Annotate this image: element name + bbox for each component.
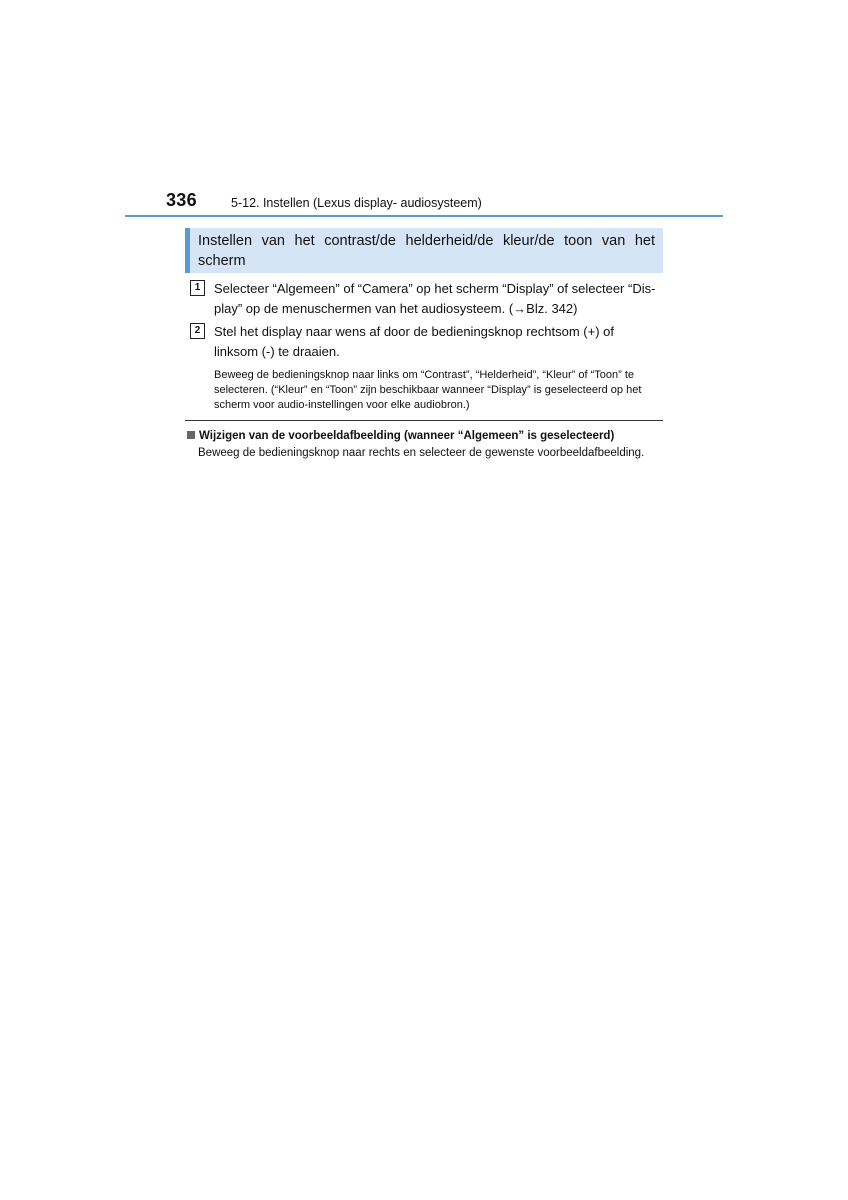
section-reference: 5-12. Instellen (Lexus display- audiosysteem)	[231, 196, 482, 210]
step-number-1: 1	[190, 280, 205, 296]
step-1	[190, 279, 660, 319]
subsection-text: Beweeg de bedieningsknop naar rechts en selecteer de gewenste voorbeeldafbeelding.	[198, 447, 645, 459]
step-number-2: 2	[190, 323, 205, 339]
step-note: Beweeg de bedieningsknop naar links om “Contrast”, “Helderheid”, “Kleur” of “Toon” te selecteren. (“Kleur” en “Toon” zijn beschikbaar wanneer “Display” is geselecteerd op het scherm voor audio-instellingen voor elke audiobron.)	[214, 369, 642, 411]
step-text-1: Selecteer “Algemeen” of “Camera” op het scherm “Display” of selecteer “Dis-play” op de menuschermen van het audiosysteem. (→Blz. 342)	[214, 281, 656, 316]
step-2	[190, 322, 660, 362]
subsection-heading	[187, 430, 614, 442]
step-text-2: Stel het display naar wens af door de bedieningsknop rechtsom (+) of linksom (-) te draaien.	[214, 324, 614, 359]
page-number: 336	[166, 190, 197, 210]
header-rule	[125, 215, 723, 217]
subsection-heading-text: Wijzigen van de voorbeeldafbeelding (wanneer “Algemeen” is geselecteerd)	[199, 430, 615, 442]
section-heading-box	[185, 228, 663, 273]
divider	[185, 420, 663, 421]
square-bullet-icon	[187, 431, 195, 439]
section-heading: Instellen van het contrast/de helderheid/de kleur/de toon van het scherm	[198, 233, 655, 269]
page-header	[0, 0, 848, 220]
